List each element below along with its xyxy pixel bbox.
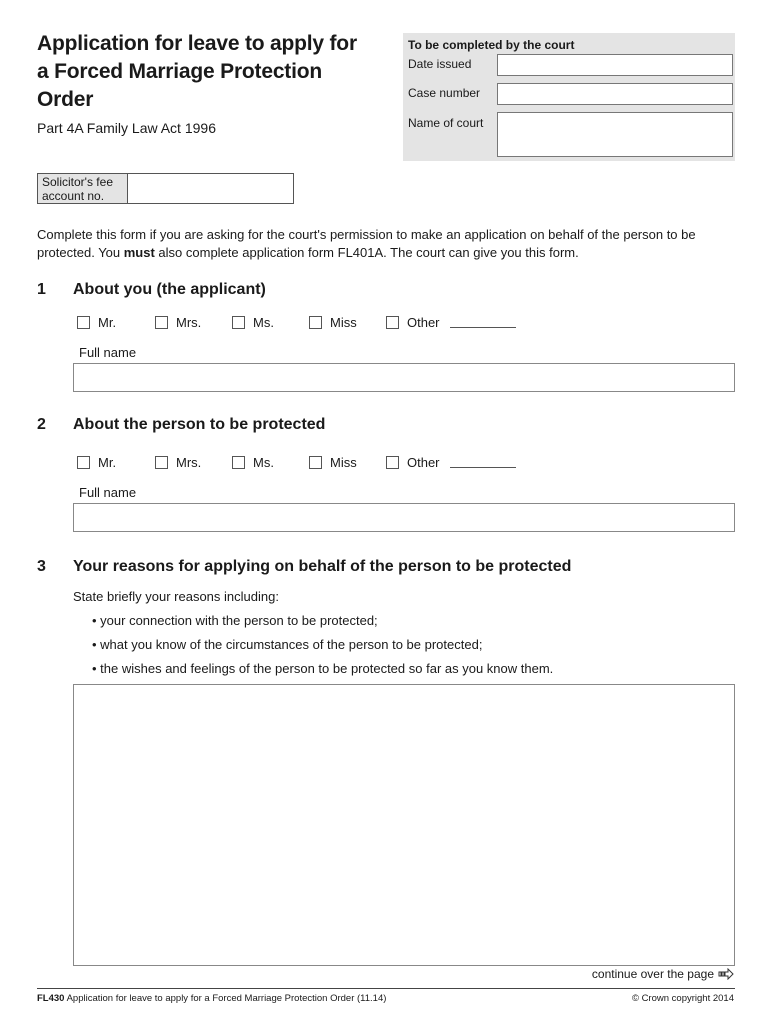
date-issued-label: Date issued: [408, 57, 472, 71]
applicant-title-options: [77, 315, 516, 330]
checkbox[interactable]: [386, 316, 399, 329]
protected-person-full-name-input[interactable]: [73, 503, 735, 532]
form-description: Application for leave to apply for a Forced Marriage Protection Order (11.14): [66, 993, 387, 1004]
reason-bullet: • your connection with the person to be protected;: [92, 613, 378, 628]
option-other[interactable]: [386, 455, 440, 470]
form-subtitle: Part 4A Family Law Act 1996: [37, 120, 216, 136]
other-title-input[interactable]: [450, 457, 516, 468]
option-ms[interactable]: [232, 315, 309, 330]
section-1-number: 1: [37, 281, 46, 298]
reasons-textarea[interactable]: [73, 684, 735, 966]
checkbox[interactable]: [386, 456, 399, 469]
solicitor-fee-label: Solicitor's fee account no.: [38, 174, 128, 203]
checkbox[interactable]: [77, 456, 90, 469]
option-label: Mrs.: [176, 455, 202, 470]
option-mrs[interactable]: [155, 455, 232, 470]
option-ms[interactable]: [232, 455, 309, 470]
option-label: Other: [407, 455, 440, 470]
checkbox[interactable]: [232, 456, 245, 469]
other-title-input[interactable]: [450, 317, 516, 328]
option-label: Miss: [330, 455, 357, 470]
applicant-full-name-input[interactable]: [73, 363, 735, 392]
applicant-full-name-label: Full name: [79, 345, 137, 360]
checkbox[interactable]: [155, 456, 168, 469]
checkbox[interactable]: [155, 316, 168, 329]
checkbox[interactable]: [309, 316, 322, 329]
section-3-title: Your reasons for applying on behalf of the person to be protected: [73, 558, 572, 575]
section-1-title: About you (the applicant): [73, 281, 266, 298]
option-label: Mr.: [98, 315, 117, 330]
option-mrs[interactable]: [155, 315, 232, 330]
name-of-court-label: Name of court: [408, 116, 484, 130]
intro-text-2: also complete application form FL401A. The court can give you this form.: [154, 244, 579, 260]
checkbox[interactable]: [232, 316, 245, 329]
option-label: Miss: [330, 315, 357, 330]
arrow-right-icon: [718, 968, 734, 980]
option-miss[interactable]: [309, 455, 386, 470]
footer-form-reference: [37, 993, 386, 1004]
option-label: Other: [407, 315, 440, 330]
footer-divider: [37, 988, 735, 989]
intro-emphasis: must: [123, 244, 155, 260]
form-code: FL430: [37, 993, 65, 1004]
intro-text-1: Complete this form if you are asking for the court's permission to make an application on behalf of the person to be protected. You: [37, 227, 696, 260]
option-label: Mr.: [98, 455, 117, 470]
option-mr[interactable]: [77, 455, 155, 470]
continue-text: continue over the page: [591, 967, 714, 981]
section-3-number: 3: [37, 558, 46, 575]
section-2-number: 2: [37, 416, 46, 433]
option-label: Ms.: [253, 315, 274, 330]
checkbox[interactable]: [309, 456, 322, 469]
solicitor-fee-account: [37, 173, 294, 204]
case-number-field[interactable]: [497, 83, 733, 105]
court-use-panel: [403, 33, 735, 161]
option-label: Ms.: [253, 455, 274, 470]
option-miss[interactable]: [309, 315, 386, 330]
section-2-title: About the person to be protected: [73, 416, 326, 433]
date-issued-field[interactable]: [497, 54, 733, 76]
form-title: Application for leave to apply for a Forced Marriage Protection Order: [37, 32, 357, 111]
name-of-court-field[interactable]: [497, 112, 733, 157]
protected-person-title-options: [77, 455, 516, 470]
reason-bullet: • the wishes and feelings of the person to be protected so far as you know them.: [92, 661, 554, 676]
reason-bullet: • what you know of the circumstances of the person to be protected;: [92, 637, 483, 652]
intro-paragraph: [37, 226, 737, 261]
protected-person-full-name-label: Full name: [79, 485, 137, 500]
solicitor-fee-field[interactable]: [128, 174, 293, 203]
checkbox[interactable]: [77, 316, 90, 329]
continue-note: [592, 967, 734, 981]
option-label: Mrs.: [176, 315, 202, 330]
reasons-intro: State briefly your reasons including:: [73, 589, 279, 604]
court-panel-heading: To be completed by the court: [408, 38, 575, 52]
case-number-label: Case number: [408, 86, 481, 100]
option-other[interactable]: [386, 315, 440, 330]
copyright-notice: © Crown copyright 2014: [631, 993, 734, 1004]
option-mr[interactable]: [77, 315, 155, 330]
